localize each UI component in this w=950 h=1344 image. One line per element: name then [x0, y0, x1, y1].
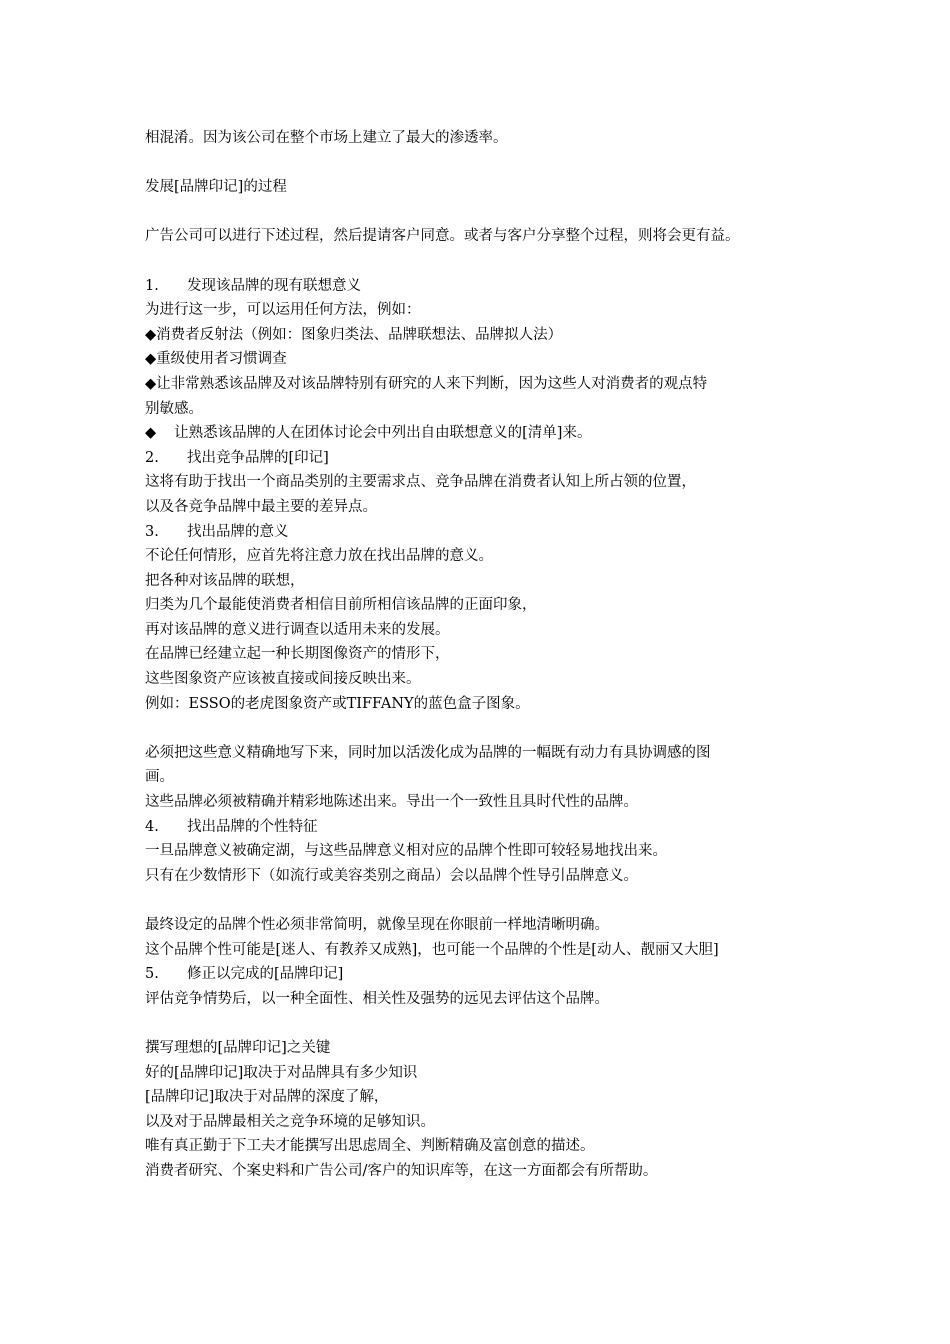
spacer	[145, 888, 825, 913]
step-number: 2.	[145, 449, 159, 466]
body-line: 归类为几个最能使消费者相信目前所相信该品牌的正面印象，	[145, 597, 537, 614]
document-page	[145, 126, 825, 1184]
intro-paragraph: 广告公司可以进行下述过程，然后提请客户同意。或者与客户分享整个过程，则将会更有益。	[145, 228, 740, 245]
diamond-bullet-icon: ◆	[145, 425, 157, 442]
body-line: 唯有真正勤于下工夫才能撰写出思虑周全、判断精确及富创意的描述。	[145, 1138, 595, 1155]
step-number: 3.	[145, 523, 159, 540]
body-line: 好的[品牌印记]取决于对品牌具有多少知识	[145, 1064, 418, 1081]
body-line: 这些品牌必须被精确并精彩地陈述出来。导出一个一致性且具时代性的品牌。	[145, 794, 638, 811]
body-line: 在品牌已经建立起一种长期图像资产的情形下，	[145, 646, 450, 663]
step-3-heading	[145, 520, 825, 545]
step-title: 修正以完成的[品牌印记]	[187, 966, 344, 983]
section-heading: 撰写理想的[品牌印记]之关键	[145, 1039, 331, 1056]
intro-line: 相混淆。因为该公司在整个市场上建立了最大的渗透率。	[145, 130, 508, 146]
bullet-item-continued: 别敏感。	[145, 400, 203, 417]
step-number: 5.	[145, 966, 159, 983]
step-title: 发现该品牌的现有联想意义	[187, 277, 361, 294]
body-line: 消费者研究、个案史料和广告公司/客户的知识库等，在这一方面都会有所帮助。	[145, 1162, 658, 1179]
body-line: 这将有助于找出一个商品类别的主要需求点、竞争品牌在消费者认知上所占领的位置，	[145, 474, 696, 491]
body-line: 评估竞争情势后，以一种全面性、相关性及强势的远见去评估这个品牌。	[145, 990, 609, 1007]
spacer	[145, 1011, 825, 1036]
spacer	[145, 716, 825, 741]
body-line: [品牌印记]取决于对品牌的深度了解，	[145, 1089, 389, 1106]
body-line: 把各种对该品牌的联想，	[145, 572, 305, 589]
step-number: 4.	[145, 818, 159, 835]
body-line: 最终设定的品牌个性必须非常简明，就像呈现在你眼前一样地清晰明确。	[145, 917, 609, 933]
step-5-heading	[145, 962, 825, 987]
spacer	[145, 200, 825, 225]
step-title: 找出竞争品牌的[印记]	[187, 449, 329, 466]
spacer	[145, 151, 825, 176]
body-line: 只有在少数情形下（如流行或美容类别之商品）会以品牌个性导引品牌意义。	[145, 867, 638, 884]
step-1-heading	[145, 274, 825, 299]
bullet-item: ◆让非常熟悉该品牌及对该品牌特别有研究的人来下判断，因为这些人对消费者的观点特	[145, 375, 708, 392]
body-line: 例如：ESSO的老虎图象资产或TIFFANY的蓝色盒子图象。	[145, 695, 530, 712]
bullet-item: ◆重级使用者习惯调查	[145, 351, 287, 368]
step-title: 找出品牌的个性特征	[187, 818, 318, 835]
step-title: 找出品牌的意义	[187, 523, 289, 540]
body-line: 这些图象资产应该被直接或间接反映出来。	[145, 671, 421, 688]
body-line: 再对该品牌的意义进行调查以适用未来的发展。	[145, 621, 450, 638]
section-heading: 发展[品牌印记]的过程	[145, 179, 287, 196]
body-line: 以及各竞争品牌中最主要的差异点。	[145, 498, 377, 515]
body-line: 一旦品牌意义被确定湖，与这些品牌意义相对应的品牌个性即可较轻易地找出来。	[145, 843, 667, 860]
step-4-heading	[145, 815, 825, 840]
spacer	[145, 249, 825, 274]
body-line: 画。	[145, 769, 174, 786]
bullet-item: ◆消费者反射法（例如：图象归类法、品牌联想法、品牌拟人法）	[145, 326, 563, 343]
bullet-item	[145, 421, 825, 446]
body-line: 必须把这些意义精确地写下来，同时加以活泼化成为品牌的一幅既有动力有具协调感的图	[145, 744, 711, 761]
step-number: 1.	[145, 277, 159, 294]
body-line: 不论任何情形，应首先将注意力放在找出品牌的意义。	[145, 548, 493, 565]
step-2-heading	[145, 446, 825, 471]
body-line: 这个品牌个性可能是[迷人、有教养又成熟]，也可能一个品牌的个性是[动人、靓丽又大胆]	[145, 941, 719, 958]
bullet-text: 让熟悉该品牌的人在团体讨论会中列出自由联想意义的[清单]来。	[174, 425, 592, 442]
step-1-lead: 为进行这一步，可以运用任何方法，例如：	[145, 302, 421, 319]
body-line: 以及对于品牌最相关之竞争环境的足够知识。	[145, 1113, 435, 1130]
